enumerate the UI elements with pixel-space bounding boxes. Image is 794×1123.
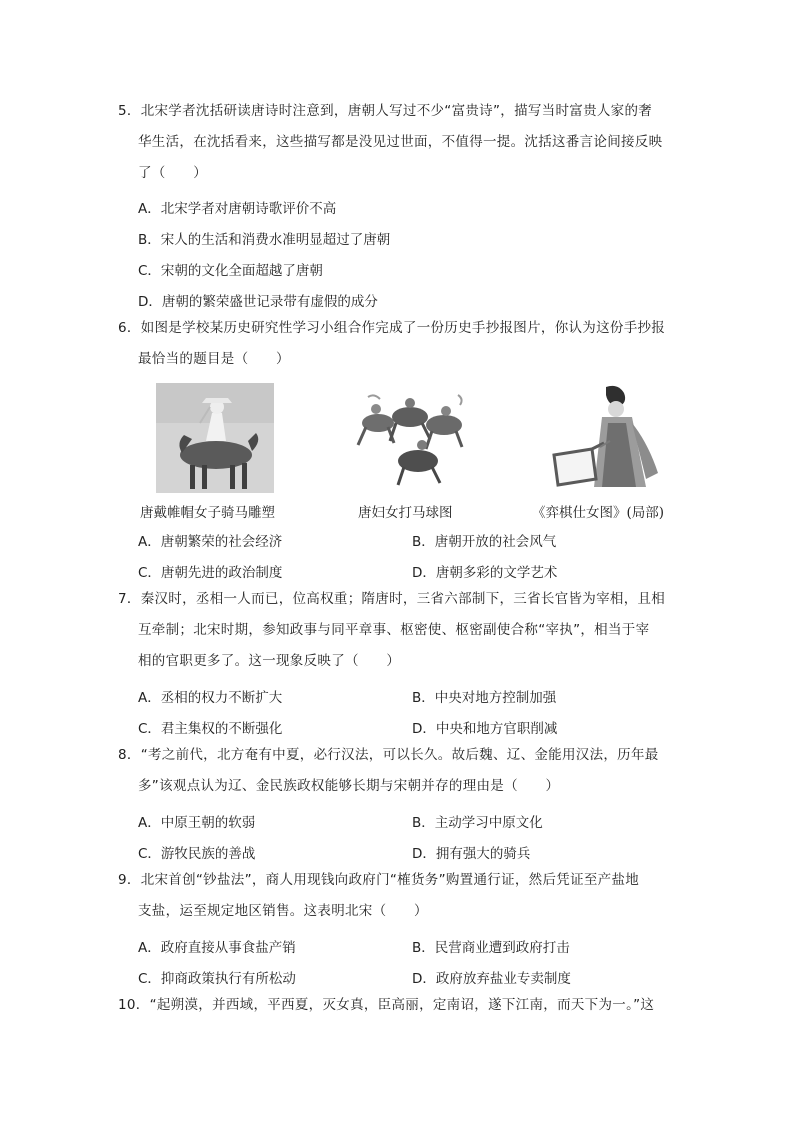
question-6-option-c[interactable]: C．唐朝先进的政治制度 [138, 565, 283, 581]
question-5-option-d[interactable]: D．唐朝的繁荣盛世记录带有虚假的成分 [138, 294, 378, 310]
question-7-stem-line-2: 互牵制；北宋时期，参知政事与同平章事、枢密使、枢密副使合称“宰执”，相当于宰 [138, 622, 650, 638]
question-9-option-c[interactable]: C．抑商政策执行有所松动 [138, 971, 296, 987]
weiqi-lady-painting-image [548, 383, 673, 493]
question-9-option-b[interactable]: B．民营商业遭到政府打击 [412, 940, 570, 956]
question-8-option-d[interactable]: D．拥有强大的骑兵 [412, 846, 531, 862]
question-7-option-a[interactable]: A．丞相的权力不断扩大 [138, 690, 283, 706]
question-5-option-b[interactable]: B．宋人的生活和消费水准明显超过了唐朝 [138, 232, 391, 248]
question-9-stem-line-2: 支盐，运至规定地区销售。这表明北宋（ ） [138, 903, 428, 919]
question-10-stem-line-1: 10．“起朔漠，并西域，平西夏，灭女真，臣高丽，定南诏，遂下江南，而天下为一。”这 [118, 997, 655, 1013]
question-7-option-b[interactable]: B．中央对地方控制加强 [412, 690, 557, 706]
question-7-stem-line-1: 7．秦汉时，丞相一人而已，位高权重；隋唐时，三省六部制下，三省长官皆为宰相，且相 [118, 591, 666, 607]
question-6-stem-line-2: 最恰当的题目是（ ） [138, 351, 290, 367]
question-9-stem-line-1: 9．北宋首创“钞盐法”，商人用现钱向政府门“榷货务”购置通行证，然后凭证至产盐地 [118, 872, 640, 888]
question-7-option-d[interactable]: D．中央和地方官职削减 [412, 721, 558, 737]
polo-painting-image [348, 383, 478, 493]
question-8-option-a[interactable]: A．中原王朝的软弱 [138, 815, 256, 831]
question-5-stem-line-3: 了（ ） [138, 165, 207, 181]
question-8-option-c[interactable]: C．游牧民族的善战 [138, 846, 256, 862]
question-5-stem-line-1: 5．北宋学者沈括研读唐诗时注意到，唐朝人写过不少“富贵诗”，描写当时富贵人家的奢 [118, 103, 653, 119]
question-5-option-c[interactable]: C．宋朝的文化全面超越了唐朝 [138, 263, 323, 279]
question-10 [118, 990, 688, 1021]
question-8-stem-line-1: 8．“考之前代，北方奄有中夏，必行汉法，可以长久。故后魏、辽、金能用汉法，历年最 [118, 747, 659, 763]
figure-3-caption: 《弈棋仕女图》(局部) [532, 505, 665, 521]
question-8 [118, 740, 688, 802]
horse-rider-figurine-image [156, 383, 274, 493]
question-5-stem-line-2: 华生活，在沈括看来，这些描写都是没见过世面，不值得一提。沈括这番言论间接反映 [138, 134, 663, 150]
question-6 [118, 313, 688, 375]
question-8-option-b[interactable]: B．主动学习中原文化 [412, 815, 543, 831]
question-6-option-b[interactable]: B．唐朝开放的社会风气 [412, 534, 557, 550]
figure-2-caption: 唐妇女打马球图 [358, 505, 453, 521]
question-8-stem-line-2: 多”该观点认为辽、金民族政权能够长期与宋朝并存的理由是（ ） [138, 778, 560, 794]
question-9 [118, 865, 688, 927]
question-9-option-d[interactable]: D．政府放弃盐业专卖制度 [412, 971, 571, 987]
question-9-option-a[interactable]: A．政府直接从事食盐产销 [138, 940, 296, 956]
figure-1-caption: 唐戴帷帽女子骑马雕塑 [140, 505, 275, 521]
question-7 [118, 584, 688, 677]
question-7-stem-line-3: 相的官职更多了。这一现象反映了（ ） [138, 653, 401, 669]
question-6-option-a[interactable]: A．唐朝繁荣的社会经济 [138, 534, 283, 550]
question-5 [118, 96, 688, 189]
question-6-option-d[interactable]: D．唐朝多彩的文学艺术 [412, 565, 558, 581]
question-6-figures [140, 383, 680, 523]
question-5-option-a[interactable]: A．北宋学者对唐朝诗歌评价不高 [138, 201, 337, 217]
question-7-option-c[interactable]: C．君主集权的不断强化 [138, 721, 283, 737]
question-6-stem-line-1: 6．如图是学校某历史研究性学习小组合作完成了一份历史手抄报图片，你认为这份手抄报 [118, 320, 666, 336]
